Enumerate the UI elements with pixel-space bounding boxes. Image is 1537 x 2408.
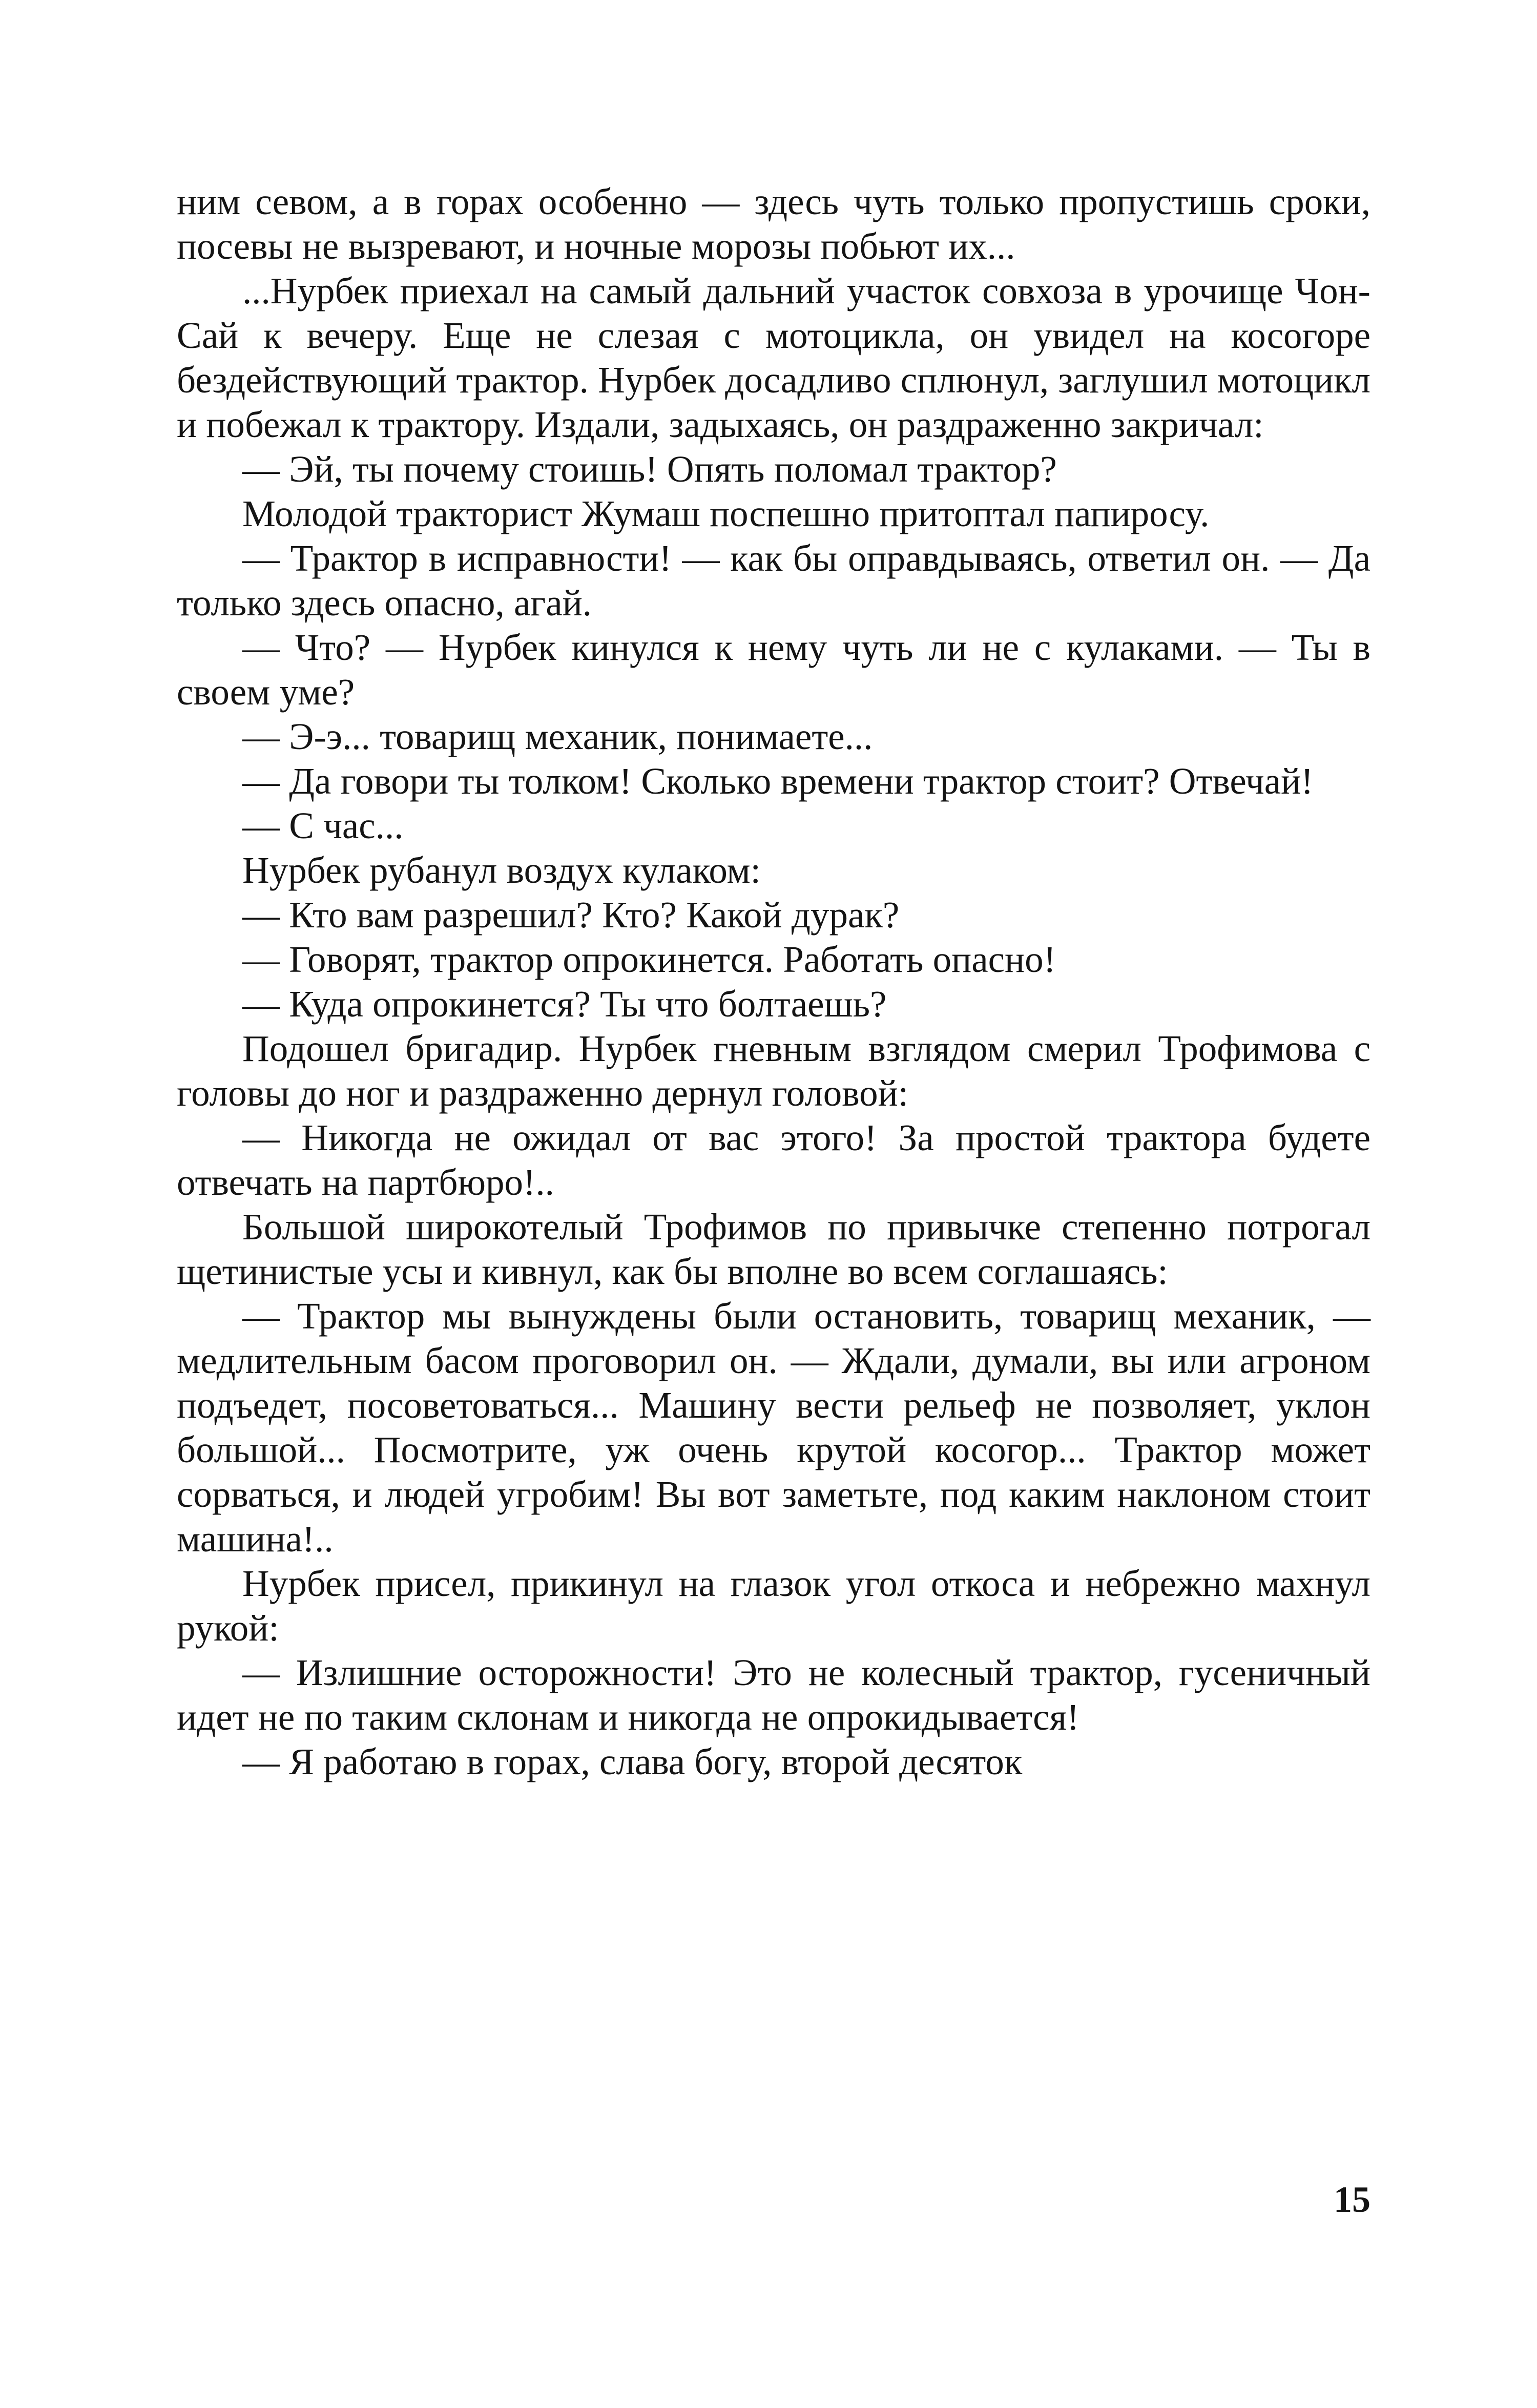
paragraph: ним севом, а в горах особенно — здесь чуть только пропустишь сроки, посевы не вызревают, и ночные морозы побьют их... bbox=[177, 181, 1370, 267]
paragraph: — Трактор мы вынуждены были остановить, товарищ механик, — медлительным басом проговорил он. — Ждали, думали, вы или агроном подъедет, посоветоваться... Машину вести рельеф не позволяет, уклон большой... Посмотрите, уж очень крутой косогор... Трактор может сорваться, и людей угробим! Вы вот заметьте, под каким наклоном стоит машина!.. bbox=[177, 1295, 1370, 1560]
paragraph: Нурбек рубанул воздух кулаком: bbox=[242, 849, 761, 891]
paragraph: — Куда опрокинется? Ты что болтаешь? bbox=[242, 983, 887, 1025]
paragraph: — Что? — Нурбек кинулся к нему чуть ли не с кулаками. — Ты в своем уме? bbox=[177, 627, 1370, 713]
paragraph: — Говорят, трактор опрокинется. Работать опасно! bbox=[242, 939, 1056, 980]
paragraph: — Никогда не ожидал от вас этого! За простой трактора будете отвечать на партбюро!.. bbox=[177, 1117, 1370, 1203]
paragraph: Большой широкотелый Трофимов по привычке степенно потрогал щетинистые усы и кивнул, как бы вполне во всем соглашаясь: bbox=[177, 1206, 1370, 1292]
paragraph: Нурбек присел, прикинул на глазок угол откоса и небрежно махнул рукой: bbox=[177, 1563, 1370, 1649]
paragraph: — Трактор в исправности! — как бы оправдываясь, ответил он. — Да только здесь опасно, агай. bbox=[177, 537, 1370, 624]
paragraph: — Эй, ты почему стоишь! Опять поломал трактор? bbox=[242, 448, 1057, 490]
paragraph: — С час... bbox=[242, 805, 404, 846]
paragraph: — Излишние осторожности! Это не колесный трактор, гусеничный идет не по таким склонам и никогда не опрокидывается! bbox=[177, 1652, 1370, 1738]
paragraph: — Да говори ты толком! Сколько времени трактор стоит? Отвечай! bbox=[242, 760, 1314, 802]
paragraph: — Я работаю в горах, слава богу, второй десяток bbox=[242, 1741, 1023, 1782]
paragraph: — Э-э... товарищ механик, понимаете... bbox=[242, 716, 873, 757]
paragraph: ...Нурбек приехал на самый дальний участок совхоза в урочище Чон-Сай к вечеру. Еще не слезая с мотоцикла, он увидел на косогоре бездействующий трактор. Нурбек досадливо сплюнул, заглушил мотоцикл и побежал к трактору. Издали, задыхаясь, он раздраженно закричал: bbox=[177, 270, 1370, 445]
paragraph: Молодой тракторист Жумаш поспешно притоптал папиросу. bbox=[242, 493, 1210, 534]
paragraph: Подошел бригадир. Нурбек гневным взглядом смерил Трофимова с головы до ног и раздраженно дернул головой: bbox=[177, 1028, 1370, 1114]
page-number: 15 bbox=[1334, 2179, 1370, 2220]
body-text bbox=[177, 179, 1370, 1784]
paragraph: — Кто вам разрешил? Кто? Какой дурак? bbox=[242, 894, 900, 936]
